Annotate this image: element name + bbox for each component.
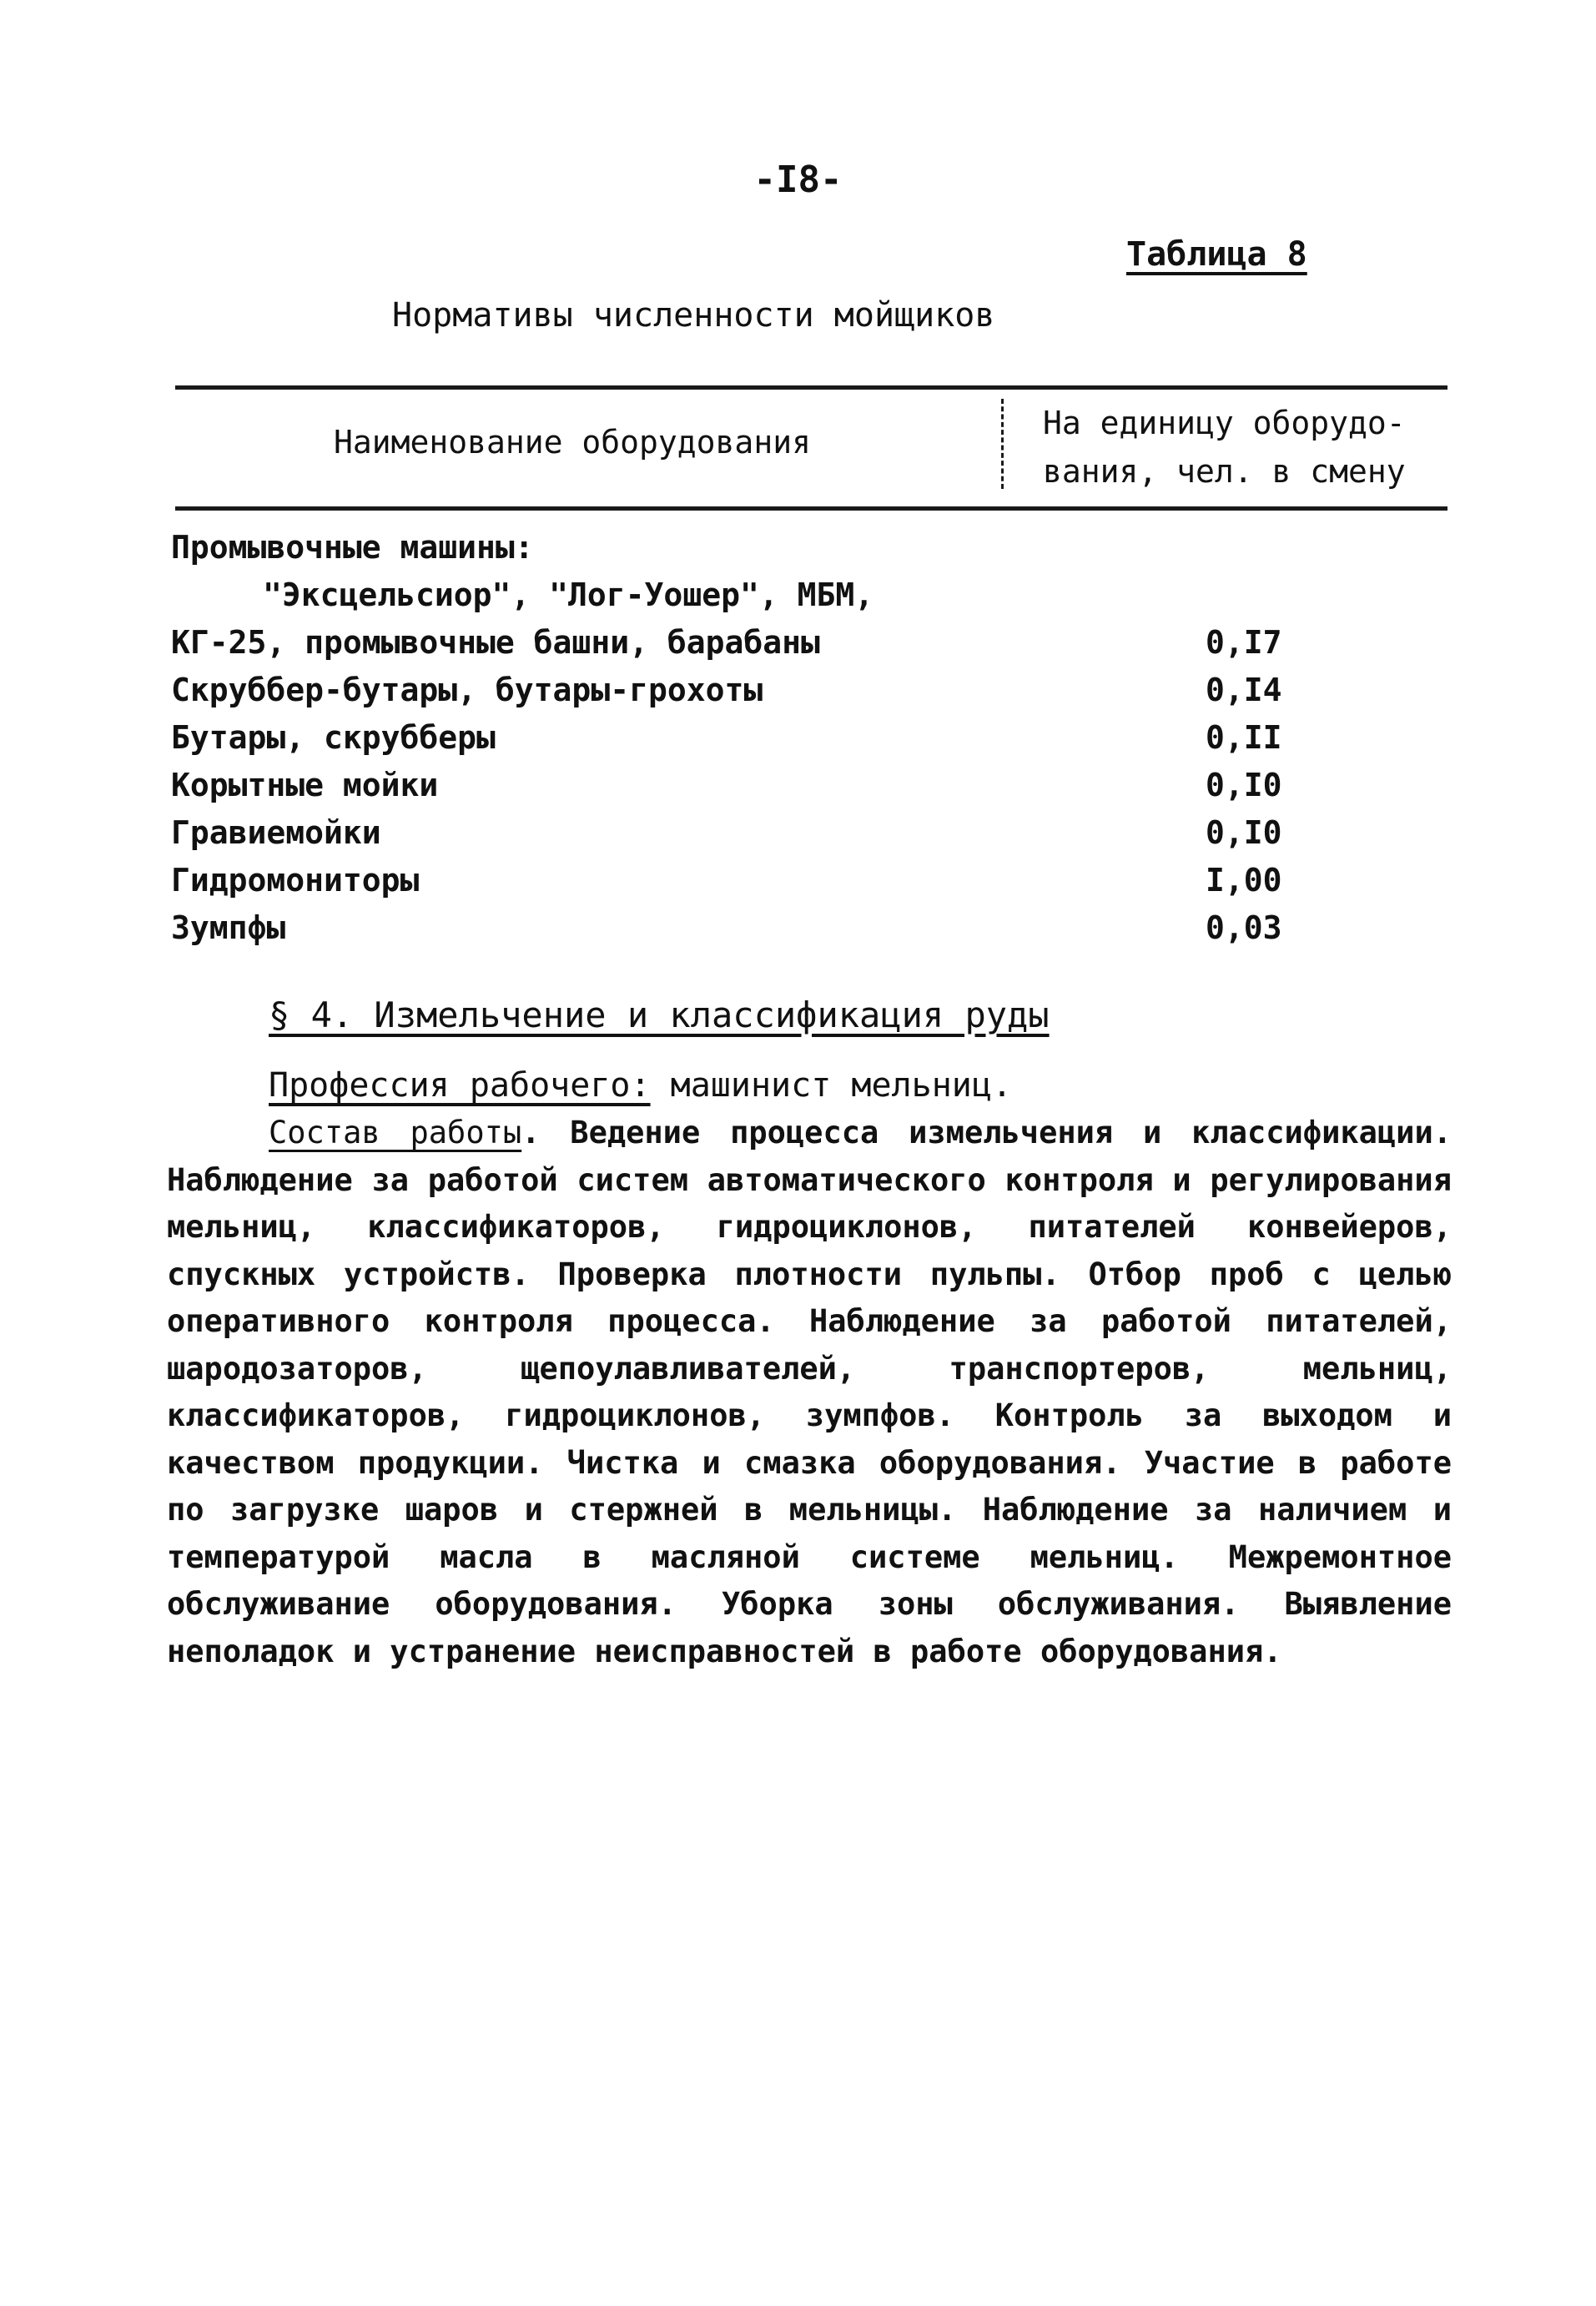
table-row: [171, 762, 1306, 809]
table-label: Таблица 8: [1126, 235, 1307, 274]
table-row: [171, 524, 1306, 571]
table-header-unit-line1: На единицу оборудо-: [1043, 405, 1406, 441]
row-value: 0,I7: [1206, 624, 1282, 661]
row-name: Корытные мойки: [171, 767, 439, 803]
table-top-rule: [175, 385, 1447, 390]
work-text: . Ведение процесса измельчения и классификации. Наблюдение за работой систем автоматического контроля и регулирования мельниц, классификаторов, гидроциклонов, питателей конвейеров, спускных устройств. Проверка плотности пульпы. Отбор проб с целью оперативного контроля процесса. Наблюдение за работой питателей, шародозаторов, щепоулавливателей, транспортеров, мельниц, классификаторов, гидроциклонов, зумпфов. Контроль за выходом и качеством продукции. Чистка и смазка оборудования. Участие в работе по загрузке шаров и стержней в мельницы. Наблюдение за наличием и температурой масла в масляной системе мельниц. Межремонтное обслуживание оборудования. Уборка зоны обслуживания. Выявление неполадок и устранение неисправностей в работе оборудования.: [167, 1115, 1453, 1669]
row-value: 0,II: [1206, 719, 1282, 756]
work-description: [167, 1110, 1452, 1675]
profession-line: [269, 1066, 1012, 1105]
table-row: [171, 667, 1306, 714]
row-name: Бутары, скрубберы: [171, 719, 496, 756]
table-body: [171, 524, 1306, 952]
table-column-divider: [1001, 399, 1006, 489]
section-heading: § 4. Измельчение и классификация руды: [269, 994, 1050, 1035]
table-row: [171, 904, 1306, 952]
row-name: Скруббер-бутары, бутары-грохоты: [171, 672, 763, 708]
table-row: [171, 619, 1306, 667]
table-row: [171, 809, 1306, 857]
table-header-name: Наименование оборудования: [334, 424, 811, 461]
row-value: 0,I0: [1206, 814, 1282, 851]
row-value: I,00: [1206, 862, 1282, 899]
row-name: Зумпфы: [171, 909, 286, 946]
table-row: [171, 571, 1306, 619]
profession-label: Профессия рабочего:: [269, 1066, 651, 1105]
row-value: 0,03: [1206, 909, 1282, 946]
table-row: [171, 714, 1306, 762]
row-name: Промывочные машины:: [171, 529, 534, 566]
profession-value: машинист мельниц.: [650, 1066, 1013, 1105]
row-value: 0,I4: [1206, 672, 1282, 708]
table-header-unit-line2: вания, чел. в смену: [1043, 453, 1406, 490]
row-name: "Эксцельсиор", "Лог-Уошер", МБМ,: [263, 576, 874, 613]
table-row: [171, 857, 1306, 904]
row-name: КГ-25, промывочные башни, барабаны: [171, 624, 820, 661]
table-header-rule: [175, 506, 1447, 511]
table-header-unit: [1043, 399, 1406, 496]
row-value: 0,I0: [1206, 767, 1282, 803]
row-name: Гравиемойки: [171, 814, 381, 851]
work-label: Состав работы: [269, 1115, 522, 1150]
row-name: Гидромониторы: [171, 862, 420, 899]
page-number: -I8-: [753, 159, 843, 201]
table-title: Нормативы численности мойщиков: [392, 296, 995, 335]
